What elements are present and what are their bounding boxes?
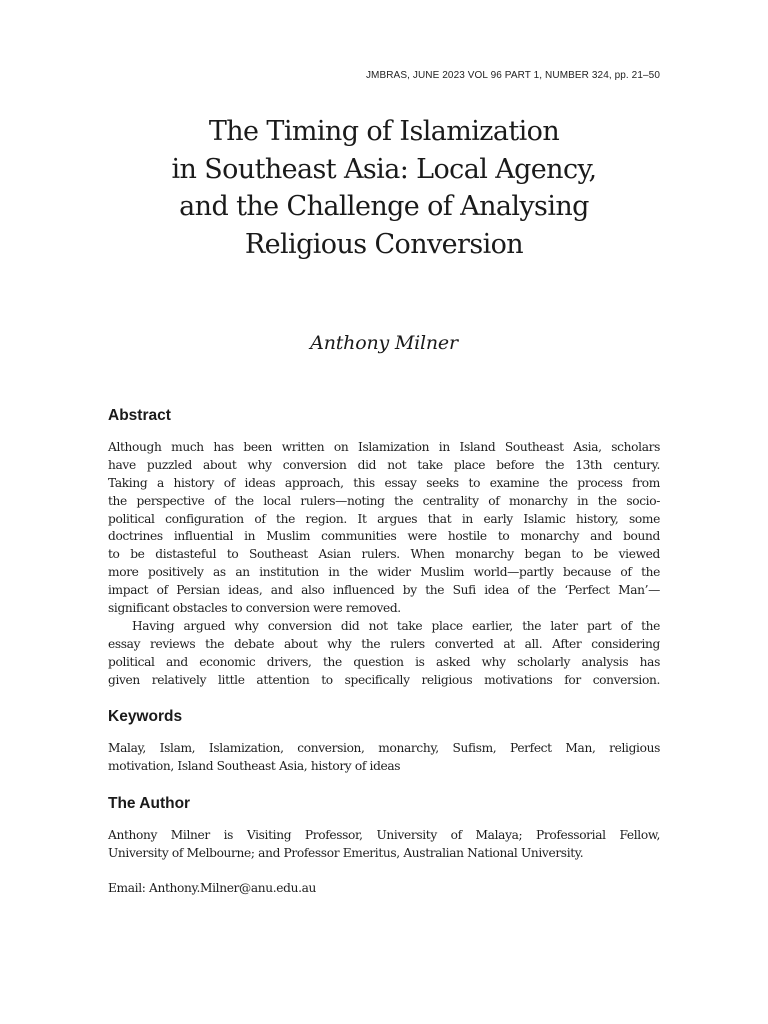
keywords-body xyxy=(108,740,660,776)
journal-citation: JMBRAS, JUNE 2023 VOL 96 PART 1, NUMBER 324, pp. 21–50 xyxy=(365,70,660,81)
abstract-line: Taking a history of ideas approach, this essay seeks to examine the process from xyxy=(108,475,660,490)
abstract-line: given relatively little attention to specifically religious motivations for conversion. xyxy=(108,672,660,687)
abstract-line: more positively as an institution in the wider Muslim world—partly because of the xyxy=(108,565,660,580)
abstract-line: to be distasteful to Southeast Asian rulers. When monarchy began to be viewed xyxy=(108,547,660,562)
abstract-line: the perspective of the local rulers—noting the centrality of monarchy in the socio- xyxy=(108,493,660,508)
keywords-heading: Keywords xyxy=(108,708,183,725)
abstract-line: have puzzled about why conversion did not take place before the 13th century. xyxy=(108,457,660,472)
title-line: and the Challenge of Analysing xyxy=(179,191,589,222)
author-bio-line: University of Melbourne; and Professor Emeritus, Australian National University. xyxy=(108,845,584,860)
abstract-line: significant obstacles to conversion were removed. xyxy=(108,601,401,616)
abstract-line: political configuration of the region. It argues that in early Islamic history, some xyxy=(108,511,660,526)
abstract-line: Although much has been written on Islamization in Island Southeast Asia, scholars xyxy=(108,440,660,454)
abstract-body xyxy=(108,439,660,689)
article-title xyxy=(108,113,660,263)
abstract-line: essay reviews the debate about why the rulers converted at all. After considering xyxy=(108,636,660,651)
author-email-text: Email: Anthony.Milner@anu.edu.au xyxy=(108,881,317,895)
title-line: in Southeast Asia: Local Agency, xyxy=(171,153,597,185)
title-line: Religious Conversion xyxy=(244,228,524,260)
title-line: The Timing of Islamization xyxy=(208,116,560,147)
author-section-heading: The Author xyxy=(108,795,191,812)
abstract-heading: Abstract xyxy=(108,407,171,424)
author-bio-line: Anthony Milner is Visiting Professor, University of Malaya; Professorial Fellow, xyxy=(108,828,660,842)
keywords-line: motivation, Island Southeast Asia, history of ideas xyxy=(108,758,401,773)
abstract-line: impact of Persian ideas, and also influenced by the Sufi idea of the ‘Perfect Man’— xyxy=(108,583,660,598)
author-bio xyxy=(108,827,660,863)
abstract-line: Having argued why conversion did not take place earlier, the later part of the xyxy=(132,618,660,633)
abstract-line: doctrines influential in Muslim communities were hostile to monarchy and bound xyxy=(108,529,660,544)
author-email xyxy=(108,880,660,898)
keywords-line: Malay, Islam, Islamization, conversion, monarchy, Sufism, Perfect Man, religious xyxy=(108,741,660,755)
abstract-line: political and economic drivers, the question is asked why scholarly analysis has xyxy=(108,654,660,669)
author-name: Anthony Milner xyxy=(310,332,458,354)
